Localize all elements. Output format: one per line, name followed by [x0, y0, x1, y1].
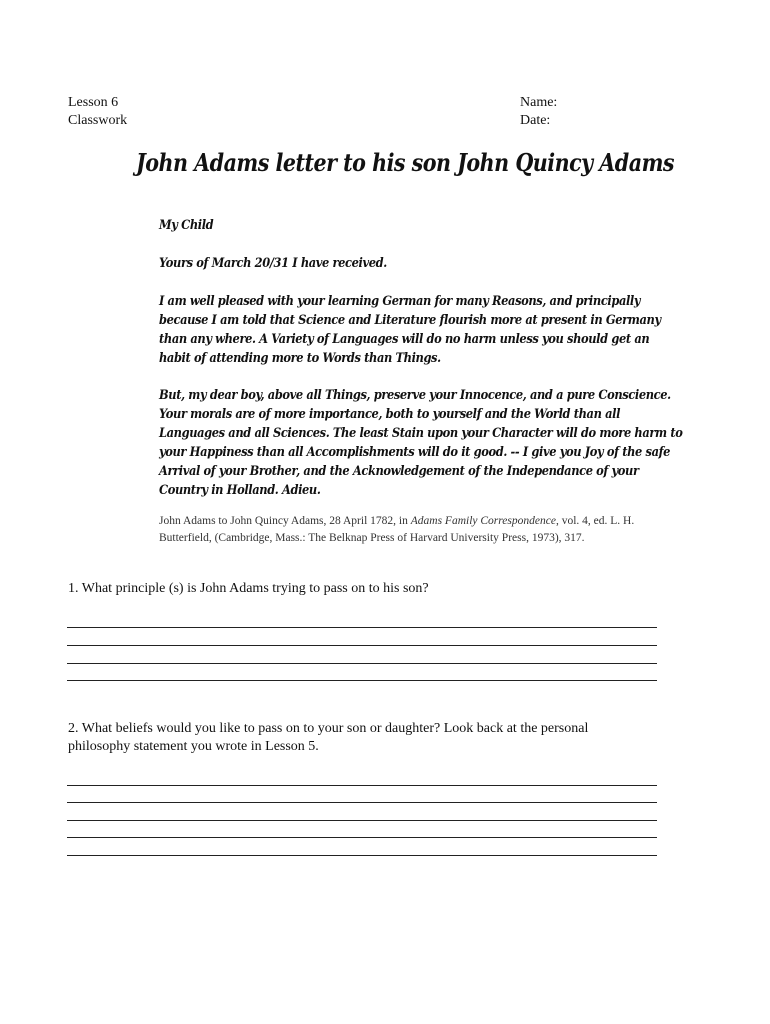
- date-label: Date:: [520, 113, 551, 128]
- answer-line[interactable]: [67, 680, 657, 681]
- paragraph-line: Languages and all Sciences. The least Stain upon your Character will do more harm to: [159, 426, 683, 441]
- paragraph-line: I am well pleased with your learning German for many Reasons, and principally: [159, 294, 641, 309]
- citation-book-title: Adams Family Correspondence: [410, 515, 556, 527]
- answer-line[interactable]: [67, 663, 657, 664]
- question-1: 1. What principle (s) is John Adams trying to pass on to his son?: [68, 581, 429, 596]
- paragraph-line: your Happiness than all Accomplishments will do it good. -- I give you Joy of the safe: [159, 445, 671, 460]
- answer-line[interactable]: [67, 802, 657, 803]
- answer-line[interactable]: [67, 855, 657, 856]
- answer-line[interactable]: [67, 837, 657, 838]
- answer-line[interactable]: [67, 645, 657, 646]
- question-2: 2. What beliefs would you like to pass on to your son or daughter? Look back at the personal philosophy statement you wrote in Lesson 5.: [68, 721, 589, 754]
- paragraph-line: But, my dear boy, above all Things, preserve your Innocence, and a pure Conscience.: [159, 388, 671, 403]
- letter-paragraph-1: [159, 254, 641, 273]
- salutation-text: My Child: [159, 218, 214, 233]
- paragraph-line: Country in Holland. Adieu.: [159, 483, 321, 498]
- paragraph-line: Arrival of your Brother, and the Acknowledgement of the Independance of your: [159, 464, 639, 479]
- letter-paragraph-3: [159, 386, 683, 500]
- paragraph-text: Yours of March 20/31 I have received.: [159, 256, 387, 271]
- letter-salutation: [159, 216, 641, 235]
- name-label: Name:: [520, 95, 558, 110]
- lesson-label: Lesson 6: [68, 95, 119, 110]
- answer-line[interactable]: [67, 820, 657, 821]
- page-title: John Adams letter to his son John Quincy Adams: [136, 148, 675, 177]
- answer-line[interactable]: [67, 785, 657, 786]
- citation-text: John Adams to John Quincy Adams, 28 April 1782, in: [159, 515, 411, 527]
- classwork-label: Classwork: [68, 113, 128, 128]
- citation-text: , vol. 4, ed. L. H. Butterfield, (Cambridge, Mass.: The Belknap Press of Harvard University Press, 1973), 317.: [159, 515, 635, 544]
- paragraph-line: because I am told that Science and Literature flourish more at present in Germany: [159, 313, 661, 328]
- paragraph-line: habit of attending more to Words than Things.: [159, 351, 441, 366]
- paragraph-line: than any where. A Variety of Languages will do no harm unless you should get an: [159, 332, 650, 347]
- paragraph-line: Your morals are of more importance, both to yourself and the World than all: [159, 407, 621, 422]
- citation: [159, 513, 659, 547]
- answer-line[interactable]: [67, 627, 657, 628]
- letter-paragraph-2: [159, 292, 661, 368]
